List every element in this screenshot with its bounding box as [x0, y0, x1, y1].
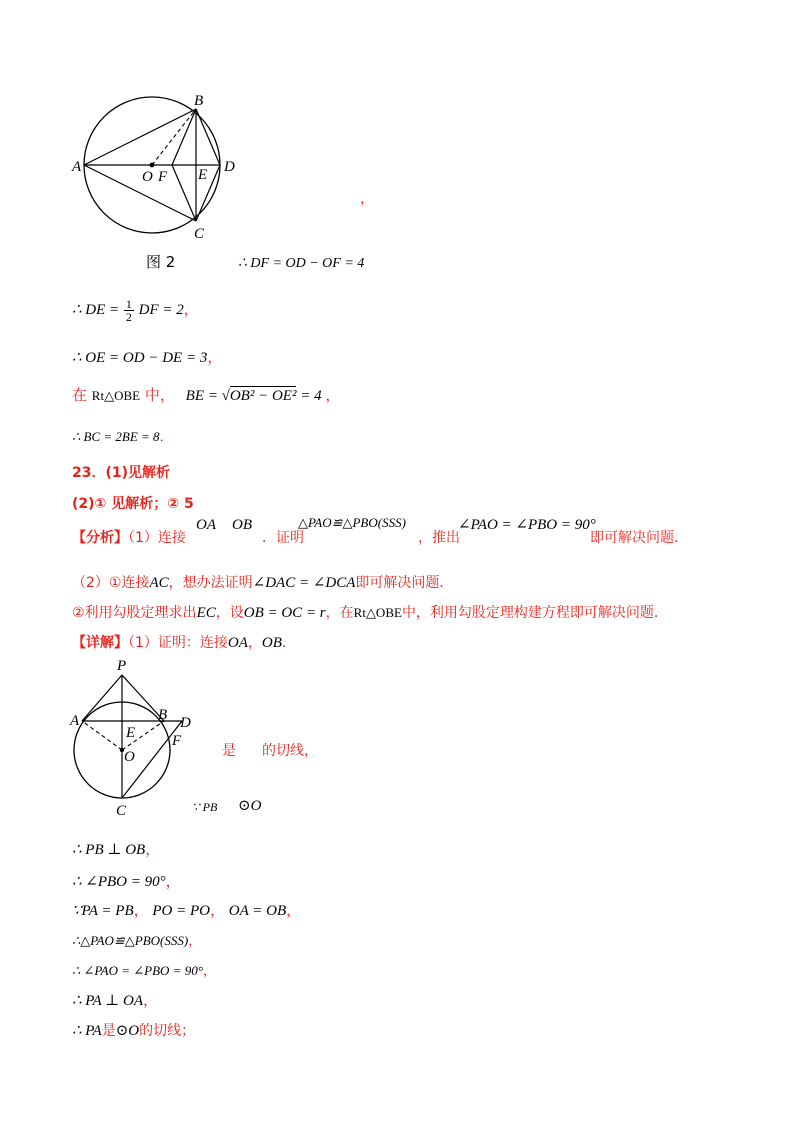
line-be-eq2: = 4	[296, 388, 322, 404]
label-e: E	[198, 167, 208, 183]
analysis-tag: 【分析】	[72, 530, 128, 546]
proof-p4-comma: ，	[188, 933, 202, 948]
label-p: P	[117, 658, 127, 674]
proof-p3d: ，	[210, 903, 226, 919]
analysis-line-1	[72, 527, 186, 547]
figure-circle-abcd	[60, 85, 260, 245]
proof-p7c: ⊙O	[115, 1023, 140, 1039]
fraction-den: 2	[125, 310, 132, 325]
proof-line-6	[72, 989, 158, 1010]
label-c: C	[194, 226, 205, 242]
center-dot	[150, 163, 155, 168]
proof-p3a: ∵PA = PB	[72, 903, 134, 919]
detail-line	[72, 632, 296, 652]
figure2-caption: 图 2	[146, 253, 176, 271]
proof-p6-comma: ，	[143, 993, 159, 1009]
line-be-eq: BE = √OB² − OE² = 4	[185, 388, 322, 404]
label-o: O	[142, 169, 153, 185]
analysis-ob: OB	[232, 517, 252, 533]
line-bc	[72, 426, 173, 445]
detail-dot: ．	[281, 635, 296, 651]
proof-line-1	[72, 838, 160, 859]
line-be	[72, 384, 340, 405]
q23-part2: (2)① 见解析；② 5	[72, 496, 194, 512]
tangent-de: 的切线，	[262, 743, 318, 759]
label-c2: C	[116, 803, 127, 819]
label-o2: O	[124, 749, 135, 765]
label-d: D	[224, 159, 235, 175]
detail-1: （1）证明：连接	[128, 635, 228, 651]
dashed-ob	[152, 109, 196, 165]
label-a2: A	[70, 713, 80, 729]
line-df: ∴ DF = OD − OF = 4	[238, 256, 365, 271]
proof-p5-comma: ，	[202, 963, 216, 978]
proof-p3e: OA = OB	[228, 903, 287, 919]
proof-p5: ∴ ∠PAO = ∠PBO = 90°	[72, 963, 203, 978]
analysis-3c: ，在	[325, 605, 354, 621]
proof-p1: ∴ PB ⊥ OB	[72, 842, 146, 858]
line-oe-comma: ，	[207, 350, 223, 366]
proof-p1-comma: ，	[145, 842, 161, 858]
proof-line-4	[72, 930, 201, 949]
line-de-post: DF = 2	[138, 302, 184, 318]
segment-bf	[172, 109, 196, 165]
proof-p2: ∴ ∠PBO = 90°	[72, 874, 166, 890]
line-be-sqrt: OB² − OE²	[229, 388, 297, 404]
because-pb: ∵ PB	[192, 800, 218, 814]
comma-after-figure: ，	[360, 191, 374, 207]
label-f2: F	[172, 733, 182, 749]
analysis-angle2: ∠DAC = ∠DCA	[252, 575, 356, 591]
analysis-cong: △PAO≌△PBO(SSS)	[298, 515, 406, 530]
analysis-2a: （2）①连接	[72, 575, 150, 591]
analysis-r: OB = OC = r	[243, 605, 326, 621]
analysis-ec: EC	[196, 605, 216, 621]
q23-header: 23．(1)见解析	[72, 465, 171, 481]
detail-comma: ，	[247, 635, 262, 651]
analysis-end: 即可解决问题．	[590, 530, 688, 546]
proof-p3c: PO = PO	[152, 903, 211, 919]
line-be-pre: 在	[72, 386, 88, 404]
proof-p3f: ，	[286, 903, 302, 919]
analysis-3b: ，设	[215, 605, 244, 621]
analysis-tri: Rt△OBE	[353, 605, 402, 620]
line-bc-comma: ．	[159, 429, 173, 444]
segment-cf	[122, 739, 168, 798]
label-b: B	[194, 93, 204, 109]
line-bc-text: ∴ BC = 2BE = 8	[72, 429, 160, 444]
analysis-3d: 中，利用勾股定理构建方程即可解决问题．	[401, 605, 668, 621]
analysis-then: ，推出	[418, 530, 460, 546]
dashed-oa	[82, 721, 122, 750]
line-oe-text: ∴ OE = OD − DE = 3	[72, 350, 208, 366]
analysis-dot: ．证明	[262, 530, 304, 546]
analysis-ac: AC	[149, 575, 169, 591]
segment-pa	[82, 675, 122, 721]
proof-line-5	[72, 960, 216, 979]
segment-cf	[172, 165, 196, 221]
proof-p7a: ∴ PA	[72, 1023, 102, 1039]
proof-line-3	[72, 899, 301, 920]
proof-p6: ∴ PA ⊥ OA	[72, 993, 144, 1009]
analysis-line-2	[72, 572, 453, 592]
analysis-1a: （1）连接	[128, 530, 186, 546]
figure-tangent	[60, 655, 210, 820]
proof-p7b: 是	[101, 1023, 116, 1039]
proof-p7d: 的切线；	[139, 1023, 196, 1039]
detail-tag: 【详解】	[72, 635, 128, 651]
line-de-comma: ，	[183, 302, 199, 318]
analysis-3a: ②利用勾股定理求出	[72, 605, 197, 621]
proof-p4: ∴△PAO≌△PBO(SSS)	[72, 933, 189, 948]
label-a: A	[72, 159, 82, 175]
line-be-comma: ，	[325, 386, 341, 404]
label-d2: D	[180, 715, 191, 731]
segment-ac	[84, 165, 196, 221]
analysis-2c: 即可解决问题．	[355, 575, 454, 591]
analysis-line-3	[72, 602, 668, 622]
label-e2: E	[126, 725, 136, 741]
circle-o-symbol: ⊙O	[238, 798, 262, 814]
segment-ab	[84, 109, 196, 165]
analysis-oa: OA	[196, 517, 216, 533]
line-be-eq1: BE =	[185, 388, 222, 404]
tangent-shi: 是	[222, 743, 236, 759]
proof-line-2	[72, 870, 181, 891]
line-de-pre: ∴ DE =	[72, 302, 120, 318]
detail-ob: OB	[261, 635, 282, 651]
label-b2: B	[158, 707, 168, 723]
fraction-num: 1	[125, 297, 132, 312]
detail-oa: OA	[227, 635, 248, 651]
analysis-2b: ，想办法证明	[168, 575, 253, 591]
proof-p3b: ，	[133, 903, 149, 919]
line-oe	[72, 346, 222, 367]
analysis-angle: ∠PAO = ∠PBO = 90°	[458, 517, 596, 533]
line-de	[72, 298, 199, 323]
segment-bd	[196, 109, 220, 165]
fraction-half	[124, 298, 134, 323]
proof-p2-comma: ，	[165, 874, 181, 890]
label-f: F	[158, 169, 168, 185]
line-be-mid: 中，	[144, 386, 175, 404]
line-be-tri: Rt△OBE	[91, 388, 141, 403]
proof-line-7	[72, 1020, 195, 1040]
